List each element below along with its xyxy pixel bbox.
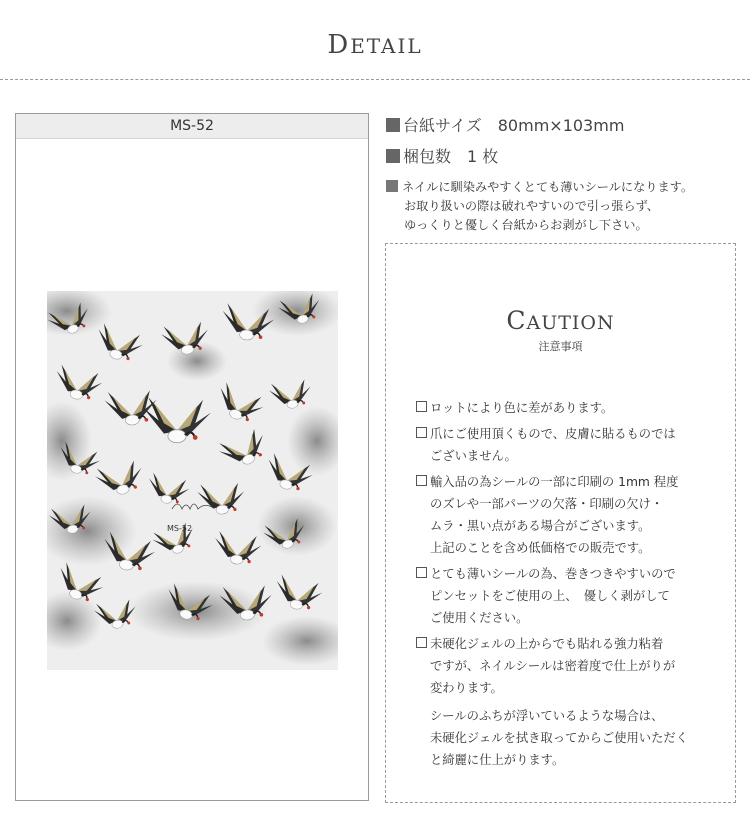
caution-item-text: ございません。	[430, 449, 517, 463]
caution-item-text: ですが、ネイルシールは密着度で仕上がりが	[430, 659, 676, 673]
title-rest: ETAIL	[350, 34, 423, 58]
spec-size	[386, 113, 624, 136]
caution-item	[416, 563, 716, 629]
caution-item	[416, 423, 716, 467]
title-divider	[0, 79, 750, 80]
spec-quantity	[386, 144, 498, 167]
checkbox-square-icon	[416, 567, 427, 578]
caution-item	[416, 397, 716, 419]
caution-item-text: ピンセットをご使用の上、 優しく剥がして	[430, 589, 670, 603]
caution-item-text: ロットにより色に差があります。	[430, 401, 614, 415]
caution-item-text: 変わります。	[430, 681, 503, 695]
caution-extra-line: と綺麗に仕上がります。	[430, 753, 565, 767]
spec-qty-label: 梱包数	[403, 147, 452, 166]
square-bullet-icon	[386, 149, 400, 163]
caution-extra-line: シールのふちが浮いているような場合は、	[430, 709, 664, 723]
caution-item-text: のズレや一部パーツの欠落・印刷の欠け・	[430, 497, 664, 511]
caution-item-text: ムラ・黒い点がある場合がございます。	[430, 519, 651, 533]
caution-extra-note	[416, 705, 716, 771]
note-line: ゆっくりと優しく台紙からお剥がし下さい。	[404, 218, 648, 232]
note-line: お取り扱いの際は破れやすいので引っ張らず、	[404, 199, 659, 213]
caution-item-text: 上記のことを含め低価格での販売です。	[430, 541, 651, 555]
caution-item	[416, 471, 716, 559]
caution-title-initial: C	[506, 306, 527, 335]
checkbox-square-icon	[416, 637, 427, 648]
spec-size-value: 80mm×103mm	[497, 116, 625, 135]
nail-sticker-sheet-image	[47, 291, 338, 670]
spec-size-label: 台紙サイズ	[403, 116, 482, 135]
checkbox-square-icon	[416, 401, 427, 412]
caution-title-rest: AUTION	[526, 312, 615, 334]
sheet-code-text: MS-52	[167, 524, 193, 533]
square-bullet-icon	[386, 118, 400, 132]
caution-title	[386, 306, 735, 335]
square-bullet-icon	[386, 180, 398, 192]
crane-sticker-illustration	[47, 291, 338, 670]
caution-extra-line: 未硬化ジェルを拭き取ってからご使用いただく	[430, 731, 688, 745]
page-title	[0, 30, 750, 60]
checkbox-square-icon	[416, 475, 427, 486]
checkbox-square-icon	[416, 427, 427, 438]
caution-item	[416, 633, 716, 699]
spec-qty-value: 1 枚	[467, 147, 499, 166]
caution-item-text: 未硬化ジェルの上からでも貼れる強力粘着	[430, 637, 664, 651]
caution-panel	[385, 243, 736, 803]
title-initial: D	[327, 30, 351, 60]
handling-note	[386, 178, 693, 235]
caution-item-text: ご使用ください。	[430, 611, 529, 625]
caution-subtitle: 注意事項	[538, 340, 583, 353]
caution-item-text: とても薄いシールの為、巻きつきやすいので	[430, 567, 676, 581]
product-code-label: MS-52	[16, 114, 368, 139]
note-line: ネイルに馴染みやすくとても薄いシールになります。	[402, 180, 694, 194]
product-image-frame	[15, 113, 369, 801]
caution-item-text: 爪にご使用頂くもので、皮膚に貼るものでは	[430, 427, 676, 441]
caution-item-text: 輸入品の為シールの一部に印刷の 1mm 程度	[430, 475, 679, 489]
caution-list	[416, 397, 716, 771]
